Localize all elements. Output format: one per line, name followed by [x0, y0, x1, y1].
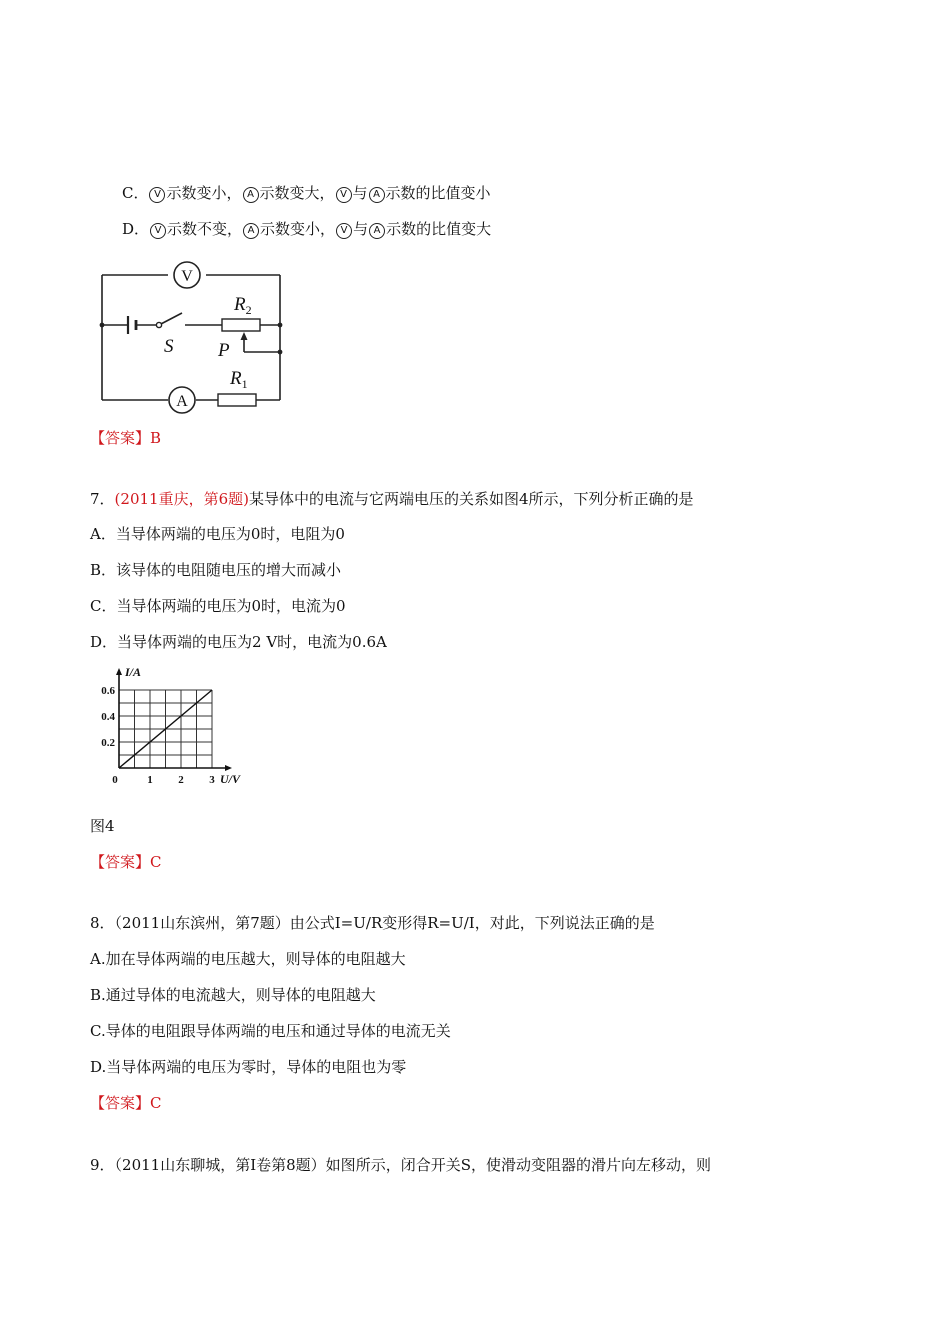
- x-tick-label: 2: [178, 774, 184, 786]
- slider-label: P: [218, 340, 230, 361]
- q7-stem: [90, 489, 694, 509]
- r2-label: $R_2$: [234, 294, 252, 317]
- x-tick-label: 1: [147, 774, 153, 786]
- ammeter-icon: A: [369, 223, 385, 239]
- q8-option-d: D.当导体两端的电压为零时，导体的电阻也为零: [90, 1058, 407, 1076]
- q6-answer: [90, 428, 161, 448]
- x-tick-label: 3: [209, 774, 215, 786]
- x-axis-label: U/V: [220, 772, 241, 786]
- circuit-diagram: [92, 250, 292, 420]
- answer-label: 【答案】: [90, 853, 151, 871]
- voltmeter-letter: V: [181, 268, 193, 285]
- ammeter-icon: A: [369, 187, 385, 203]
- voltmeter-icon: V: [150, 223, 166, 239]
- q8-option-b: B.通过导体的电流越大，则导体的电阻越大: [90, 986, 376, 1004]
- answer-label: 【答案】: [90, 429, 151, 447]
- answer-value: B: [150, 429, 162, 447]
- q9-stem: 9．（2011山东聊城，第Ⅰ卷第8题）如图所示，闭合开关S，使滑动变阻器的滑片向左移动，则: [90, 1156, 711, 1174]
- q7-answer: [90, 852, 162, 872]
- answer-label: 【答案】: [90, 1094, 151, 1112]
- voltmeter-icon: V: [336, 187, 352, 203]
- question-number: 7．: [90, 490, 115, 508]
- ammeter-icon: A: [243, 223, 259, 239]
- question-source: (2011重庆，第6题): [114, 490, 249, 508]
- answer-value: C: [150, 1094, 162, 1112]
- q8-option-c: C.导体的电阻跟导体两端的电压和通过导体的电流无关: [90, 1022, 451, 1040]
- r1-label: $R_1$: [230, 368, 248, 391]
- option-letter: C．: [122, 184, 149, 202]
- q7-option-d: D．当导体两端的电压为2 V时，电流为0.6A: [90, 633, 387, 651]
- answer-value: C: [150, 853, 162, 871]
- y-axis-arrow: [116, 668, 122, 675]
- q8-option-a: A.加在导体两端的电压越大，则导体的电阻越大: [90, 950, 406, 968]
- y-axis-label: I/A: [125, 665, 142, 679]
- q6-option-c: C． V 示数变小， A 示数变大， V 与 A 示数的比值变小: [122, 184, 491, 202]
- q6-option-d: D． V 示数不变， A 示数变小， V 与 A 示数的比值变大: [122, 220, 492, 238]
- q7-option-a: A．当导体两端的电压为0时，电阻为0: [90, 525, 345, 543]
- x-tick-label: 0: [112, 774, 118, 786]
- x-axis-arrow: [225, 765, 232, 771]
- q8-stem: 8．（2011山东滨州，第7题）由公式I=U/R变形得R=U/I，对此，下列说法正确的是: [90, 914, 655, 932]
- voltmeter-icon: V: [149, 187, 165, 203]
- ammeter-letter: A: [176, 393, 188, 410]
- y-tick-label: 0.2: [101, 737, 115, 749]
- iu-graph: [95, 664, 255, 794]
- y-tick-label: 0.4: [101, 711, 115, 723]
- voltmeter-icon: V: [336, 223, 352, 239]
- switch-label: S: [164, 336, 174, 357]
- q7-option-c: C．当导体两端的电压为0时，电流为0: [90, 597, 346, 615]
- question-text: 某导体中的电流与它两端电压的关系如图4所示，下列分析正确的是: [248, 490, 694, 508]
- q8-answer: [90, 1093, 162, 1113]
- y-tick-label: 0.6: [101, 685, 115, 697]
- ammeter-icon: A: [243, 187, 259, 203]
- option-letter: D．: [122, 220, 150, 238]
- figure-caption: 图4: [90, 817, 115, 835]
- q7-option-b: B．该导体的电阻随电压的增大而减小: [90, 561, 342, 579]
